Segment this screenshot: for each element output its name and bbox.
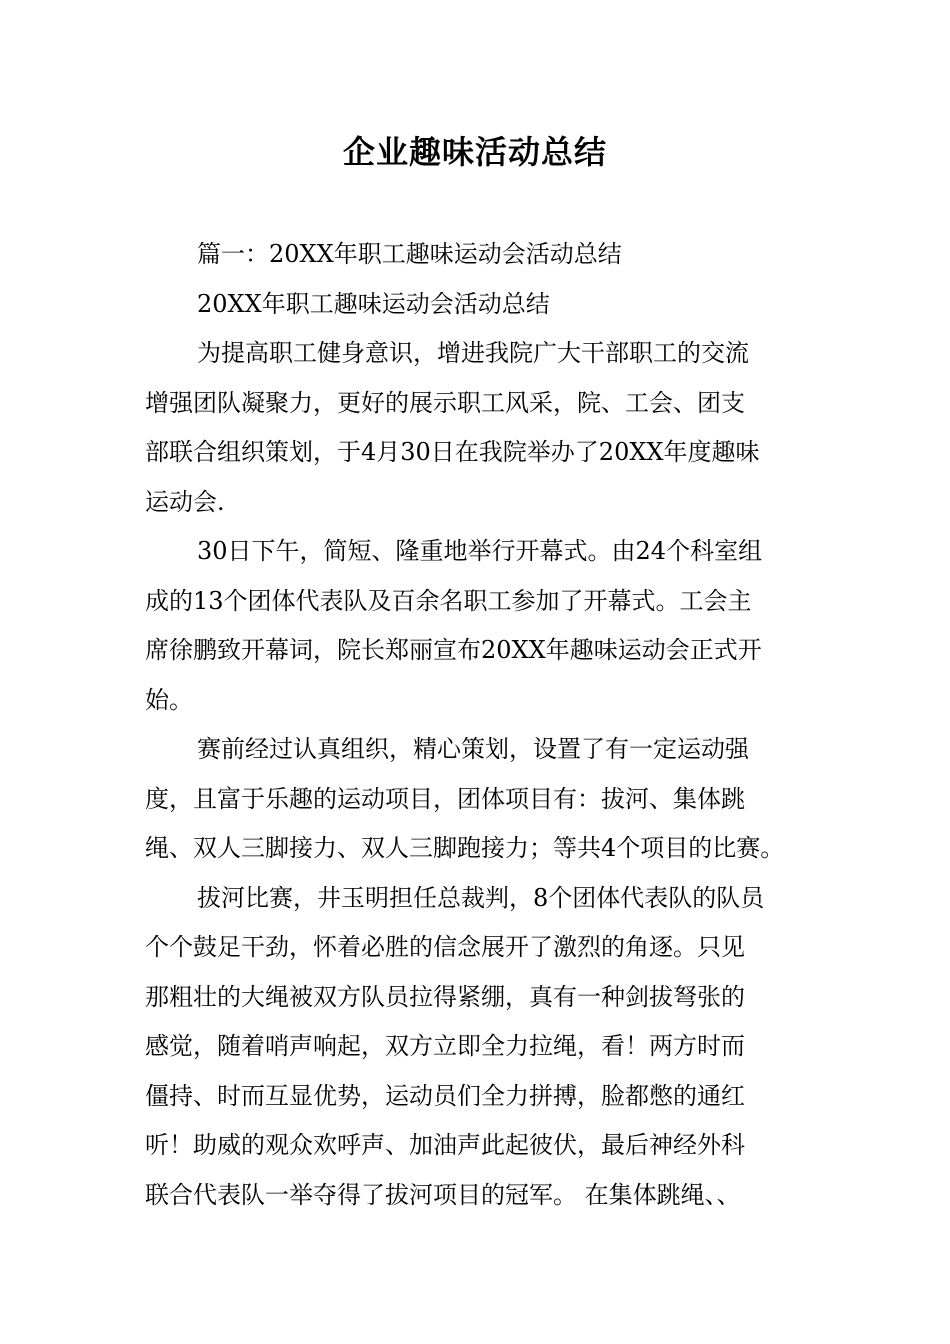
text-line: 赛前经过认真组织，精心策划，设置了有一定运动强 (197, 735, 749, 763)
text-line: 感觉，随着哨声响起，双方立即全力拉绳，看！两方时而 (145, 1032, 745, 1060)
document-title: 企业趣味活动总结 (342, 133, 607, 171)
text-line: 运动会. (145, 487, 225, 516)
paragraph-4 (145, 874, 825, 1221)
text-line: 始。 (145, 685, 193, 714)
text-line: 为提高职工健身意识，增进我院广大干部职工的交流 (197, 339, 749, 367)
article-heading (145, 280, 825, 330)
document-body (145, 230, 825, 1220)
text-line: 度，且富于乐趣的运动项目，团体项目有：拔河、集体跳 (145, 784, 745, 813)
text-line: 篇一：20XX年职工趣味运动会活动总结 (197, 240, 622, 268)
paragraph-1 (145, 329, 825, 527)
paragraph-2 (145, 527, 825, 725)
text-line: 部联合组织策划，于4月30日在我院举办了20XX年度趣味 (145, 438, 760, 466)
text-line: 20XX年职工趣味运动会活动总结 (197, 289, 550, 318)
text-line: 30日下午，简短、隆重地举行开幕式。由24个科室组 (197, 537, 763, 565)
text-line: 绳、双人三脚接力、双人三脚跑接力；等共4个项目的比赛。 (145, 834, 785, 862)
text-line: 听！助威的观众欢呼声、加油声此起彼伏，最后神经外科 (145, 1131, 745, 1159)
text-line: 联合代表队一举夺得了拔河项目的冠军。 在集体跳绳、、 (145, 1180, 741, 1209)
text-line: 成的13个团体代表队及百余名职工参加了开幕式。工会主 (145, 586, 752, 615)
text-line: 增强团队凝聚力，更好的展示职工风采，院、工会、团支 (145, 388, 745, 417)
text-line: 那粗壮的大绳被双方队员拉得紧绷，真有一种剑拔弩张的 (145, 982, 745, 1011)
text-line: 僵持、时而互显优势，运动员们全力拼搏，脸都憋的通红 (145, 1081, 745, 1110)
section-heading (145, 230, 825, 280)
text-line: 拔河比赛，井玉明担任总裁判，8个团体代表队的队员 (197, 883, 765, 912)
text-line: 个个鼓足干劲，怀着必胜的信念展开了激烈的角逐。只见 (145, 933, 745, 961)
text-line: 席徐鹏致开幕词，院长郑丽宣布20XX年趣味运动会正式开 (145, 636, 762, 664)
paragraph-3 (145, 725, 825, 874)
